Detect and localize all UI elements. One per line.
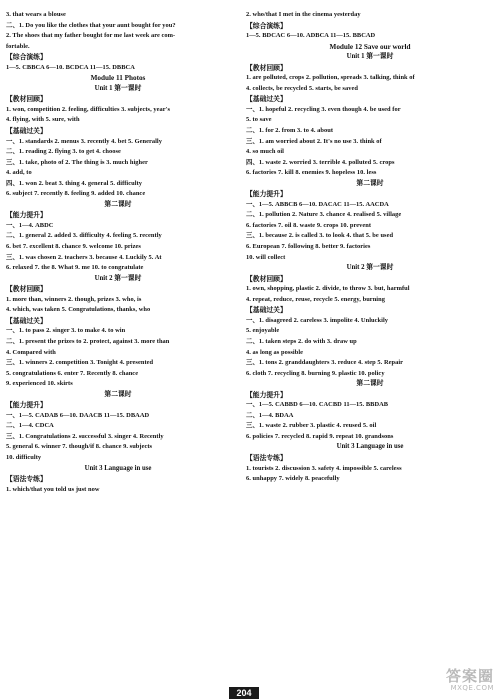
answer-line: 一、1. disagreed 2. careless 3. impolite 4. Unluckily <box>246 316 389 324</box>
answer-line: 三、1. waste 2. rubber 3. plastic 4. reused 5. oil <box>246 422 377 430</box>
answer-line: 二、1. reading 2. flying 3. to get 4. choose <box>6 148 121 156</box>
answer-line: 1. which/that you told us just now <box>6 485 100 493</box>
unit-heading: Unit 1 第一课时 <box>94 84 142 92</box>
section-heading: 【综合演练】 <box>6 53 47 62</box>
answer-line: 6. unhappy 7. widely 8. peacefully <box>246 475 340 483</box>
page-number: 204 <box>229 687 259 699</box>
section-heading: 【基础过关】 <box>246 306 287 315</box>
section-heading: 【教材回顾】 <box>246 274 287 283</box>
answer-line: 三、1. tons 2. granddaughters 3. reduce 4. step 5. Repair <box>246 359 404 367</box>
answer-line: 三、1. because 2. is called 3. to look 4. that 5. be used <box>246 232 394 240</box>
section-heading: 【基础过关】 <box>6 316 47 325</box>
answer-line: 6. factories 7. kill 8. enemies 9. hopeless 10. less <box>246 169 377 177</box>
answer-line: 6. policies 7. recycled 8. rapid 9. repeat 10. grandsons <box>246 432 394 440</box>
answer-line: 2. who/that I met in the cinema yesterday <box>246 11 361 18</box>
section-heading: 【教材回顾】 <box>6 285 47 294</box>
section-heading: 【语法专练】 <box>246 453 287 462</box>
watermark-stamp: 答案圈 <box>445 667 494 685</box>
answer-line: 三、1. take, photo of 2. The thing is 3. much higher <box>6 158 148 166</box>
answer-line: 1. are polluted, crops 2. pollution, spreads 3. talking, think of <box>246 74 415 82</box>
answer-line: 5. congratulations 6. enter 7. Recently 8. chance <box>6 369 139 377</box>
answer-line: 4. collects, be recycled 5. starts, be saved <box>246 84 358 92</box>
answer-line: 6. cloth 7. recycling 8. burning 9. plastic 10. policy <box>246 369 385 377</box>
answer-line: 4. so much oil <box>246 148 284 156</box>
section-heading: 【能力提升】 <box>6 401 47 410</box>
answer-line: 4. Compared with <box>6 348 56 356</box>
unit-heading: 第二课时 <box>104 390 132 398</box>
answer-line: 二、1. present the prizes to 2. protect, against 3. more than <box>6 337 170 345</box>
watermark-url: MXQE.COM <box>450 684 494 692</box>
answer-line: 6. factories 7. oil 8. waste 9. crops 10. prevent <box>246 221 372 229</box>
answer-line: 1. own, shopping, plastic 2. divide, to throw 3. but, harmful <box>246 285 410 293</box>
answer-line: 三、1. winners 2. competition 3. Tonight 4. presented <box>6 359 154 367</box>
unit-heading: Unit 3 Language in use <box>84 464 152 472</box>
module-title: Module 11 Photos <box>90 74 146 83</box>
answer-line: 6. subject 7. recently 8. feeling 9. added 10. chance <box>6 190 146 198</box>
section-heading: 【综合演练】 <box>246 21 287 30</box>
right-column <box>246 10 494 485</box>
answer-line: 二、1. taken steps 2. do with 3. draw up <box>246 337 357 345</box>
answer-line: 三、1. Congratulations 2. successful 3. singer 4. Recently <box>6 432 164 440</box>
answer-line: 6. European 7. following 8. better 9. factories <box>246 243 371 251</box>
watermark-logo <box>424 668 494 696</box>
answer-line: 1—5. BDCAC 6—10. ADBCA 11—15. BBCAD <box>246 32 376 40</box>
answer-line: 1. more than, winners 2. though, prizes 3. who, is <box>6 295 142 303</box>
section-heading: 【能力提升】 <box>246 390 287 399</box>
answer-line: 10. will collect <box>246 253 286 261</box>
unit-heading: 第二课时 <box>104 200 132 208</box>
section-heading: 【基础过关】 <box>6 127 47 136</box>
answer-line: 三、1. was chosen 2. teachers 3. because 4. Luckily 5. At <box>6 253 162 261</box>
answer-line: 一、1—5. CADAB 6—10. DAACB 11—15. DBAAD <box>6 411 150 419</box>
answer-line: 5. general 6. winner 7. though/if 8. chance 9. subjects <box>6 443 153 451</box>
answer-line: 一、1. hopeful 2. recycling 3. even though 4. be used for <box>246 105 401 113</box>
answer-line: 一、1—5. ABBCB 6—10. DACAC 11—15. AACDA <box>246 200 389 208</box>
unit-heading: 第二课时 <box>356 380 384 388</box>
answer-line: 二、1—4. BDAA <box>246 411 294 419</box>
unit-heading: Unit 2 第一课时 <box>94 274 142 282</box>
answer-line: 2. The shoes that my father bought for me last week are com- <box>6 32 176 40</box>
answer-line: 二、1. pollution 2. Nature 3. chance 4. realised 5. village <box>246 211 402 219</box>
answer-line: 二、1. general 2. added 3. difficulty 4. feeling 5. recently <box>6 232 162 240</box>
section-heading: 【语法专练】 <box>6 475 47 484</box>
answer-line: 4. as long as possible <box>246 348 304 356</box>
answer-line: 二、1. Do you like the clothes that your aunt bought for you? <box>6 21 176 29</box>
answer-line: 一、1—4. ABDC <box>6 221 54 229</box>
answer-line: 4. add, to <box>6 169 32 177</box>
answer-line: 1. tourists 2. discussion 3. safety 4. impossible 5. careless <box>246 464 402 472</box>
answer-line: 一、1—5. CABBD 6—10. CACBD 11—15. BBDAB <box>246 401 389 409</box>
answer-line: 5. to save <box>246 116 272 124</box>
answer-line: 一、1. standards 2. menus 3. recently 4. bet 5. Generally <box>6 137 162 145</box>
section-heading: 【教材回顾】 <box>6 95 47 104</box>
answer-line: 10. difficulty <box>6 453 42 461</box>
section-heading: 【能力提升】 <box>6 211 47 220</box>
answer-line: fortable. <box>6 42 30 50</box>
answer-line: 二、1—4. CDCA <box>6 422 54 430</box>
answer-line: 四、1. waste 2. worried 3. terrible 4. polluted 5. crops <box>246 158 395 166</box>
answer-line: 4. flying, with 5. sure, with <box>6 116 80 124</box>
answer-line: 9. experienced 10. skirts <box>6 380 73 388</box>
answer-line: 三、1. am worried about 2. It's no use 3. think of <box>246 137 382 145</box>
answer-line: 4. which, was taken 5. Congratulations, thanks, who <box>6 306 151 314</box>
answer-line: 6. bet 7. excellent 8. chance 9. welcome 10. prizes <box>6 243 141 251</box>
answer-line: 4. repeat, reduce, reuse, recycle 5. energy, burning <box>246 295 385 303</box>
left-column <box>6 10 230 495</box>
answer-line: 一、1. to pass 2. singer 3. to make 4. to win <box>6 327 126 335</box>
answer-line: 3. that wears a blouse <box>6 11 66 18</box>
answer-line: 5. enjoyable <box>246 327 280 335</box>
section-heading: 【能力提升】 <box>246 190 287 199</box>
unit-heading: Unit 2 第一课时 <box>346 264 394 272</box>
module-title: Module 12 Save our world <box>329 42 411 51</box>
section-heading: 【教材回顾】 <box>246 63 287 72</box>
section-heading: 【基础过关】 <box>246 95 287 104</box>
answer-line: 1. won, competition 2. feeling, difficulties 3. subjects, year's <box>6 105 171 113</box>
answer-line: 四、1. won 2. beat 3. thing 4. general 5. difficulty <box>6 179 142 187</box>
answer-line: 1—5. CBBCA 6—10. BCDCA 11—15. DBBCA <box>6 63 135 71</box>
unit-heading: 第二课时 <box>356 179 384 187</box>
unit-heading: Unit 1 第一课时 <box>346 53 394 61</box>
unit-heading: Unit 3 Language in use <box>336 443 404 451</box>
answer-line: 6. relaxed 7. the 8. What 9. me 10. to congratulate <box>6 264 144 272</box>
answer-line: 二、1. for 2. from 3. to 4. about <box>246 127 334 135</box>
